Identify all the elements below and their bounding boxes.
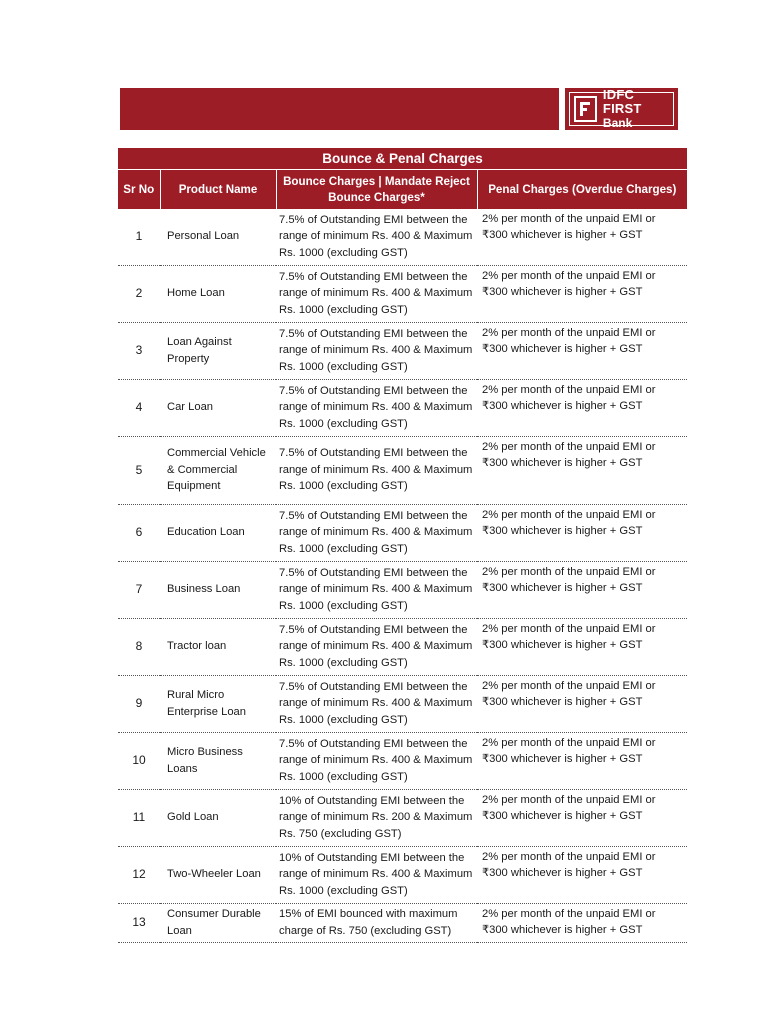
table-row xyxy=(118,562,687,619)
cell-product-name: Education Loan xyxy=(160,505,276,562)
cell-sr-no: 3 xyxy=(118,323,160,380)
cell-penal-charges: 2% per month of the unpaid EMI or ₹300 whichever is higher + GST xyxy=(477,437,687,505)
cell-penal-charges: 2% per month of the unpaid EMI or ₹300 whichever is higher + GST xyxy=(477,266,687,323)
cell-sr-no: 5 xyxy=(118,437,160,505)
cell-penal-charges: 2% per month of the unpaid EMI or ₹300 whichever is higher + GST xyxy=(477,733,687,790)
cell-bounce-charges: 7.5% of Outstanding EMI between the range of minimum Rs. 400 & Maximum Rs. 1000 (excluding GST) xyxy=(276,562,477,619)
cell-bounce-charges: 10% of Outstanding EMI between the range of minimum Rs. 200 & Maximum Rs. 750 (excluding GST) xyxy=(276,790,477,847)
header-banner xyxy=(120,88,559,130)
cell-bounce-charges: 10% of Outstanding EMI between the range of minimum Rs. 400 & Maximum Rs. 1000 (excluding GST) xyxy=(276,847,477,904)
cell-penal-charges: 2% per month of the unpaid EMI or ₹300 whichever is higher + GST xyxy=(477,380,687,437)
charges-table xyxy=(118,148,687,943)
table-row xyxy=(118,847,687,904)
logo-text-line2: Bank xyxy=(602,116,633,130)
cell-bounce-charges: 7.5% of Outstanding EMI between the range of minimum Rs. 400 & Maximum Rs. 1000 (excluding GST) xyxy=(276,323,477,380)
table-row xyxy=(118,266,687,323)
table-row xyxy=(118,505,687,562)
header-penal-charges: Penal Charges (Overdue Charges) xyxy=(477,170,687,210)
logo-text-line1: IDFC FIRST xyxy=(602,87,642,116)
cell-penal-charges: 2% per month of the unpaid EMI or ₹300 whichever is higher + GST xyxy=(477,323,687,380)
cell-sr-no: 13 xyxy=(118,904,160,943)
cell-bounce-charges: 15% of EMI bounced with maximum charge of Rs. 750 (excluding GST) xyxy=(276,904,477,943)
cell-sr-no: 10 xyxy=(118,733,160,790)
cell-bounce-charges: 7.5% of Outstanding EMI between the range of minimum Rs. 400 & Maximum Rs. 1000 (excluding GST) xyxy=(276,676,477,733)
cell-sr-no: 1 xyxy=(118,209,160,266)
cell-sr-no: 7 xyxy=(118,562,160,619)
cell-bounce-charges: 7.5% of Outstanding EMI between the range of minimum Rs. 400 & Maximum Rs. 1000 (excluding GST) xyxy=(276,209,477,266)
cell-sr-no: 4 xyxy=(118,380,160,437)
cell-penal-charges: 2% per month of the unpaid EMI or ₹300 whichever is higher + GST xyxy=(477,505,687,562)
cell-bounce-charges: 7.5% of Outstanding EMI between the range of minimum Rs. 400 & Maximum Rs. 1000 (excluding GST) xyxy=(276,619,477,676)
cell-sr-no: 2 xyxy=(118,266,160,323)
table-row xyxy=(118,209,687,266)
cell-product-name: Home Loan xyxy=(160,266,276,323)
table-row xyxy=(118,323,687,380)
cell-product-name: Personal Loan xyxy=(160,209,276,266)
cell-sr-no: 11 xyxy=(118,790,160,847)
cell-penal-charges: 2% per month of the unpaid EMI or ₹300 whichever is higher + GST xyxy=(477,676,687,733)
cell-bounce-charges: 7.5% of Outstanding EMI between the range of minimum Rs. 400 & Maximum Rs. 1000 (excluding GST) xyxy=(276,437,477,505)
cell-penal-charges: 2% per month of the unpaid EMI or ₹300 whichever is higher + GST xyxy=(477,790,687,847)
table-row xyxy=(118,619,687,676)
cell-product-name: Micro Business Loans xyxy=(160,733,276,790)
bank-logo xyxy=(565,88,678,130)
table-title: Bounce & Penal Charges xyxy=(118,148,687,170)
table-row xyxy=(118,437,687,505)
bank-logo-icon xyxy=(574,96,596,122)
cell-product-name: Loan Against Property xyxy=(160,323,276,380)
header-product-name: Product Name xyxy=(160,170,276,210)
table-row xyxy=(118,733,687,790)
cell-product-name: Rural Micro Enterprise Loan xyxy=(160,676,276,733)
cell-bounce-charges: 7.5% of Outstanding EMI between the range of minimum Rs. 400 & Maximum Rs. 1000 (excluding GST) xyxy=(276,733,477,790)
cell-product-name: Gold Loan xyxy=(160,790,276,847)
cell-penal-charges: 2% per month of the unpaid EMI or ₹300 whichever is higher + GST xyxy=(477,209,687,266)
cell-product-name: Tractor loan xyxy=(160,619,276,676)
table-row xyxy=(118,790,687,847)
cell-penal-charges: 2% per month of the unpaid EMI or ₹300 whichever is higher + GST xyxy=(477,904,687,943)
cell-penal-charges: 2% per month of the unpaid EMI or ₹300 whichever is higher + GST xyxy=(477,619,687,676)
cell-sr-no: 6 xyxy=(118,505,160,562)
table-row xyxy=(118,380,687,437)
cell-sr-no: 12 xyxy=(118,847,160,904)
table-row xyxy=(118,676,687,733)
header-sr-no: Sr No xyxy=(118,170,160,210)
cell-bounce-charges: 7.5% of Outstanding EMI between the range of minimum Rs. 400 & Maximum Rs. 1000 (excluding GST) xyxy=(276,266,477,323)
header-bounce-charges: Bounce Charges | Mandate Reject Bounce Charges* xyxy=(276,170,477,210)
cell-sr-no: 8 xyxy=(118,619,160,676)
table-row xyxy=(118,904,687,943)
cell-product-name: Consumer Durable Loan xyxy=(160,904,276,943)
cell-product-name: Car Loan xyxy=(160,380,276,437)
cell-penal-charges: 2% per month of the unpaid EMI or ₹300 whichever is higher + GST xyxy=(477,847,687,904)
cell-product-name: Commercial Vehicle & Commercial Equipment xyxy=(160,437,276,505)
cell-sr-no: 9 xyxy=(118,676,160,733)
cell-product-name: Two-Wheeler Loan xyxy=(160,847,276,904)
cell-bounce-charges: 7.5% of Outstanding EMI between the range of minimum Rs. 400 & Maximum Rs. 1000 (excluding GST) xyxy=(276,380,477,437)
cell-penal-charges: 2% per month of the unpaid EMI or ₹300 whichever is higher + GST xyxy=(477,562,687,619)
cell-product-name: Business Loan xyxy=(160,562,276,619)
cell-bounce-charges: 7.5% of Outstanding EMI between the range of minimum Rs. 400 & Maximum Rs. 1000 (excluding GST) xyxy=(276,505,477,562)
